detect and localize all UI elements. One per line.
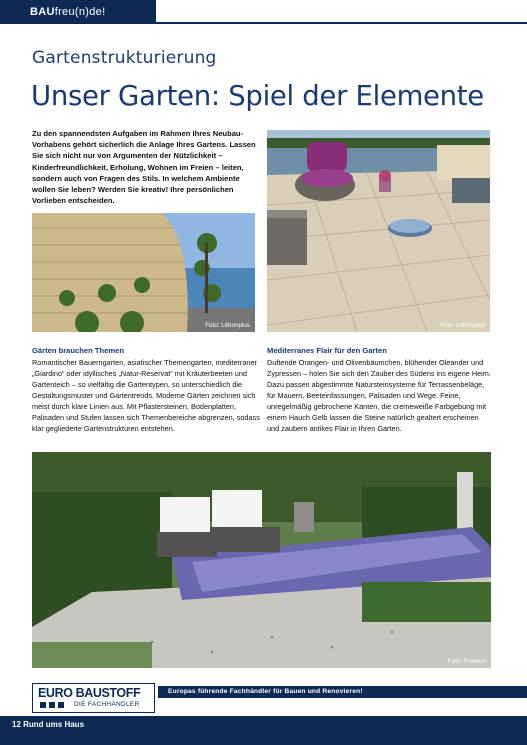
header-brand-tab [0, 0, 156, 24]
article-intro: Zu den spannendsten Aufgaben im Rahmen Ihres Neubau-Vorhabens gehört sicherlich die Anlage Ihres Gartens. Lassen Sie sich nicht nur von Argumenten der Nützlichkeit – Kinderfreundlichkeit, Erholung, Wohnen im Freien – leiten, sondern auch von Fragen des Stils. In welchem Ambiente wollen Sie leben? Werden Sie kreativ! Ihre persönlichen Vorlieben entscheiden. [32, 129, 256, 206]
page-number-label: 12 Rund ums Haus [12, 720, 85, 729]
stone-wall-photo [32, 213, 255, 332]
terrace-photo [267, 130, 490, 332]
section-left-heading: Gärten brauchen Themen [32, 346, 124, 355]
footer-slogan: Europas führende Fachhändler für Bauen und Renovieren! [158, 686, 527, 698]
terrace-illustration [267, 130, 490, 332]
stone-wall-illustration [32, 213, 255, 332]
article-headline: Unser Garten: Spiel der Elemente [31, 80, 484, 112]
section-right [267, 345, 491, 434]
terrace-photo-credit: Foto: Lithonplus [440, 322, 485, 329]
brand-rest: freu(n)de! [54, 6, 106, 18]
section-left-body: Romantischer Bauerngarten, asiatischer Themengarten, mediterraner „Giardino“ oder idyllisches „Natur-Reservat“ mit Kräuterbeeten und Gartenteich – so vielfältig die Gartentypen, so unterschiedlich die Gestaltungsmuster und Gartentrends. Moderne Gärten zeichnen sich meist durch klare Linien aus. Mit Pflastersteinen, Bodenplatten, Palisaden und Stufen lassen sich Themenbereiche abgrenzen, sodass klar gegliederte Gartenstrukturen entstehen. [32, 358, 260, 433]
brand-bold: BAU [30, 6, 55, 18]
header-rule [156, 22, 527, 24]
section-left [32, 345, 260, 434]
article-kicker: Gartenstrukturierung [32, 48, 217, 68]
eurobaustoff-logo [32, 683, 155, 713]
garden-photo-credit: Foto: Rodeun [447, 658, 486, 665]
section-right-heading: Mediterranes Flair für den Garten [267, 346, 387, 355]
logo-squares-icon [40, 702, 64, 708]
logo-main-text: EURO BAUSTOFF [38, 686, 141, 700]
garden-illustration [32, 452, 491, 668]
wall-photo-credit: Foto: Lithonplus [205, 322, 250, 329]
section-right-body: Duftende Orangen- und Olivenbäumchen, blühender Oleander und Zypressen – holen Sie sich den Zauber des Südens ins eigene Heim. Dazu passen abgestimmte Natursteinsysteme für Terrassenbeläge, für Mauern, Beeteinfassungen, Palisaden und Wege. Feine, unregelmäßig gebrochene Kanten, die cremeweiße Farbgebung mit einem Hauch Gelb lassen die Steine natürlich gealtert erscheinen und zaubern antikes Flair in Ihren Garten. [267, 358, 491, 433]
logo-sub-text: DIE FACHHÄNDLER [74, 701, 140, 708]
lavender-garden-photo [32, 452, 491, 668]
